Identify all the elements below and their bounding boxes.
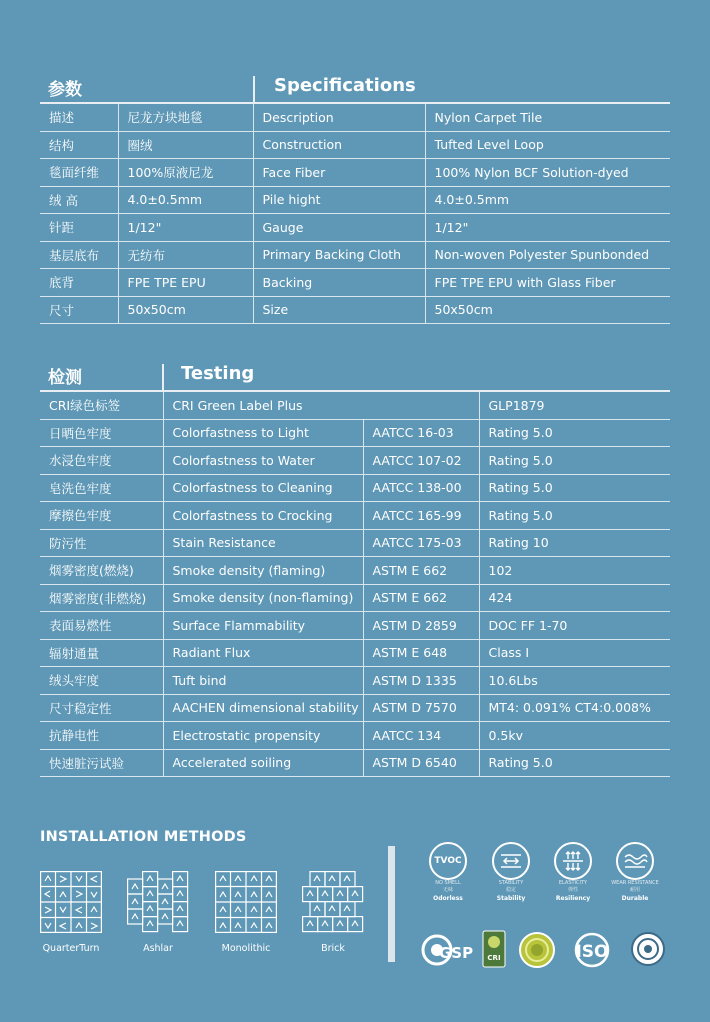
testing-result: Rating 5.0: [479, 474, 670, 502]
spec-cn-value: 100%原液尼龙: [118, 159, 253, 187]
testing-cn-label: CRI绿色标签: [40, 392, 163, 419]
testing-row: [40, 749, 670, 777]
spec-en-value: FPE TPE EPU with Glass Fiber: [425, 269, 670, 297]
spec-row: [40, 296, 670, 324]
spec-en-value: 1/12": [425, 214, 670, 242]
spec-cn-label: 针距: [40, 214, 118, 242]
spec-row: [40, 104, 670, 131]
testing-table: [40, 392, 670, 777]
testing-title-divider: [162, 364, 164, 390]
spec-en-value: 50x50cm: [425, 296, 670, 324]
testing-cn-label: 表面易燃性: [40, 612, 163, 640]
spec-cn-value: 尼龙方块地毯: [118, 104, 253, 131]
spec-cn-label: 底背: [40, 269, 118, 297]
spec-en-label: Backing: [253, 269, 425, 297]
spec-cn-label: 描述: [40, 104, 118, 131]
section-divider-bar: [388, 846, 395, 962]
specs-title-divider: [253, 76, 255, 102]
testing-standard: ASTM E 648: [363, 639, 479, 667]
testing-result: 10.6Lbs: [479, 667, 670, 695]
spec-row: [40, 186, 670, 214]
svg-text:ISO: ISO: [575, 942, 609, 962]
testing-cn-label: 抗静电性: [40, 722, 163, 750]
testing-cn-label: 绒头牢度: [40, 667, 163, 695]
testing-en-label: Electrostatic propensity: [163, 722, 363, 750]
method-label: Monolithic: [221, 943, 271, 954]
testing-row: [40, 529, 670, 557]
perf-small-cn: 耐用: [629, 887, 640, 893]
testing-standard: ASTM E 662: [363, 584, 479, 612]
testing-en-label: Colorfastness to Water: [163, 447, 363, 475]
testing-en-label: Smoke density (flaming): [163, 557, 363, 585]
specs-title-cn: 参数: [48, 80, 82, 100]
perf-small-cn: 无味: [442, 887, 453, 893]
testing-en-label: Colorfastness to Cleaning: [163, 474, 363, 502]
testing-standard: AATCC 165-99: [363, 502, 479, 530]
spec-en-label: Size: [253, 296, 425, 324]
spec-en-value: Tufted Level Loop: [425, 131, 670, 159]
ashlar-pattern-icon: [127, 871, 189, 933]
testing-en-label: Tuft bind: [163, 667, 363, 695]
spec-en-label: Gauge: [253, 214, 425, 242]
testing-result: Rating 5.0: [479, 749, 670, 777]
resiliency-icon: [554, 842, 592, 880]
testing-result: Rating 5.0: [479, 447, 670, 475]
perf-small-cn: 弹性: [567, 887, 578, 893]
testing-row-cri: [40, 392, 670, 419]
perf-small-en: ELASTICITY: [558, 880, 588, 886]
testing-standard: AATCC 16-03: [363, 419, 479, 447]
spec-cn-value: FPE TPE EPU: [118, 269, 253, 297]
spec-row: [40, 241, 670, 269]
testing-result: DOC FF 1-70: [479, 612, 670, 640]
perf-small-en: STABILITY: [498, 880, 524, 886]
brick-pattern-icon: [302, 871, 366, 933]
testing-standard: AATCC 138-00: [363, 474, 479, 502]
tvoc-icon: TVOC: [429, 842, 467, 880]
testing-en-label: Surface Flammability: [163, 612, 363, 640]
testing-en-label: Radiant Flux: [163, 639, 363, 667]
performance-item-durable: [607, 842, 663, 903]
spec-cn-label: 绒 高: [40, 186, 118, 214]
spec-cn-label: 基层底布: [40, 241, 118, 269]
testing-en-label: AACHEN dimensional stability: [163, 694, 363, 722]
spec-en-label: Description: [253, 104, 425, 131]
monolithic-pattern-icon: [215, 871, 277, 933]
cri-green-label-logo-icon: [482, 930, 506, 968]
installation-title: INSTALLATION METHODS: [40, 829, 247, 845]
testing-result: 424: [479, 584, 670, 612]
gsp-logo-icon: [421, 932, 474, 968]
testing-row: [40, 419, 670, 447]
spec-cn-value: 无纺布: [118, 241, 253, 269]
testing-result: Rating 5.0: [479, 502, 670, 530]
testing-cn-label: 烟雾密度(非燃烧): [40, 584, 163, 612]
spec-row: [40, 214, 670, 242]
perf-label: Durable: [621, 895, 649, 902]
spec-row: [40, 269, 670, 297]
testing-row: [40, 612, 670, 640]
testing-cn-label: 防污性: [40, 529, 163, 557]
testing-en-label: Colorfastness to Crocking: [163, 502, 363, 530]
testing-row: [40, 447, 670, 475]
testing-standard: ASTM D 1335: [363, 667, 479, 695]
testing-standard: ASTM E 662: [363, 557, 479, 585]
testing-row: [40, 502, 670, 530]
testing-result: Rating 10: [479, 529, 670, 557]
testing-standard: AATCC 134: [363, 722, 479, 750]
testing-row: [40, 584, 670, 612]
perf-small-en: NO SMELL: [435, 880, 461, 886]
testing-cn-label: 皂洗色牢度: [40, 474, 163, 502]
spec-en-label: Face Fiber: [253, 159, 425, 187]
testing-en-label: Smoke density (non-flaming): [163, 584, 363, 612]
testing-title-cn: 检测: [48, 368, 82, 388]
wear-icon: [616, 842, 654, 880]
quarter-turn-pattern-icon: [40, 871, 102, 933]
performance-item-resiliency: [545, 842, 601, 903]
testing-title-en: Testing: [181, 363, 255, 384]
method-label: Ashlar: [143, 943, 173, 954]
testing-result: 102: [479, 557, 670, 585]
spec-en-value: Nylon Carpet Tile: [425, 104, 670, 131]
testing-standard: ASTM D 7570: [363, 694, 479, 722]
testing-result: Rating 5.0: [479, 419, 670, 447]
testing-standard: ASTM D 6540: [363, 749, 479, 777]
spec-cn-value: 圈绒: [118, 131, 253, 159]
perf-small-en: WEAR RESISTANCE: [611, 880, 659, 886]
green-seal-logo-icon: [518, 931, 556, 969]
performance-item-odorless: [420, 842, 476, 903]
spec-cn-value: 4.0±0.5mm: [118, 186, 253, 214]
spec-row: [40, 131, 670, 159]
stability-icon: [492, 842, 530, 880]
testing-cn-label: 摩擦色牢度: [40, 502, 163, 530]
testing-cn-label: 辐射通量: [40, 639, 163, 667]
testing-result: 0.5kv: [479, 722, 670, 750]
performance-item-stability: [483, 842, 539, 903]
testing-row: [40, 474, 670, 502]
specs-table: [40, 104, 670, 324]
testing-en-label: Stain Resistance: [163, 529, 363, 557]
testing-row: [40, 557, 670, 585]
spec-cn-value: 50x50cm: [118, 296, 253, 324]
testing-standard: ASTM D 2859: [363, 612, 479, 640]
spec-en-label: Pile hight: [253, 186, 425, 214]
spec-en-label: Construction: [253, 131, 425, 159]
iso-logo-icon: [570, 933, 614, 967]
testing-result: MT4: 0.091% CT4:0.008%: [479, 694, 670, 722]
testing-cn-label: 尺寸稳定性: [40, 694, 163, 722]
testing-result: Class I: [479, 639, 670, 667]
testing-row: [40, 694, 670, 722]
spec-en-value: 4.0±0.5mm: [425, 186, 670, 214]
spec-en-value: Non-woven Polyester Spunbonded: [425, 241, 670, 269]
testing-row: [40, 667, 670, 695]
perf-label: Odorless: [433, 895, 463, 902]
svg-text:GSP: GSP: [439, 944, 474, 962]
spec-row: [40, 159, 670, 187]
testing-standard: AATCC 107-02: [363, 447, 479, 475]
spec-cn-label: 尺寸: [40, 296, 118, 324]
perf-label: Stability: [496, 895, 526, 902]
testing-cn-label: 水浸色牢度: [40, 447, 163, 475]
spec-cn-label: 毯面纤维: [40, 159, 118, 187]
testing-cn-label: 烟雾密度(燃烧): [40, 557, 163, 585]
spec-cn-value: 1/12": [118, 214, 253, 242]
method-label: Brick: [321, 943, 345, 954]
testing-cn-label: 快速脏污试验: [40, 749, 163, 777]
spec-cn-label: 结构: [40, 131, 118, 159]
testing-en-label: Colorfastness to Light: [163, 419, 363, 447]
testing-row: [40, 639, 670, 667]
testing-row: [40, 722, 670, 750]
spec-en-value: 100% Nylon BCF Solution-dyed: [425, 159, 670, 187]
spec-en-label: Primary Backing Cloth: [253, 241, 425, 269]
svg-text:CRI: CRI: [487, 954, 501, 962]
testing-cn-label: 日晒色牢度: [40, 419, 163, 447]
testing-result: GLP1879: [479, 392, 670, 419]
perf-label: Resiliency: [555, 895, 591, 902]
testing-standard: AATCC 175-03: [363, 529, 479, 557]
testing-en-label: Accelerated soiling: [163, 749, 363, 777]
testing-en-label: CRI Green Label Plus: [163, 392, 479, 419]
method-label: QuarterTurn: [42, 943, 100, 954]
cqc-seal-logo-icon: [630, 931, 666, 967]
perf-small-cn: 稳定: [505, 887, 516, 893]
specs-title-en: Specifications: [274, 75, 416, 96]
